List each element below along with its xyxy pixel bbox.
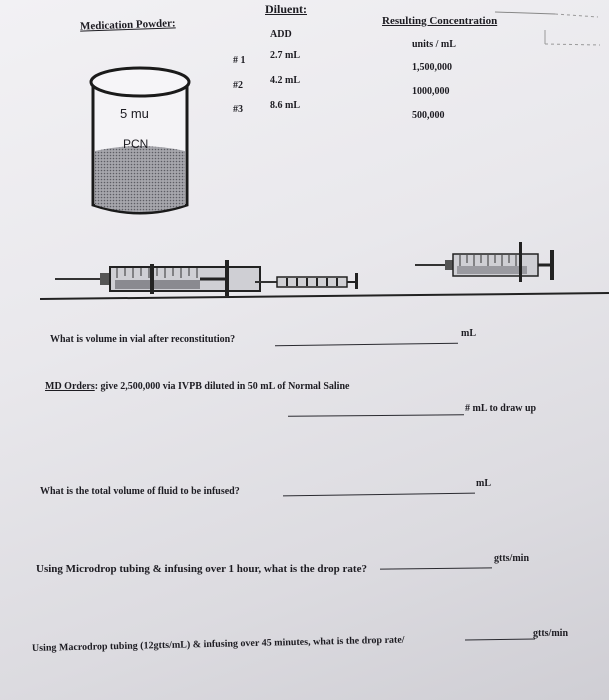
answer-line-macrodrop[interactable]: [465, 639, 535, 641]
syringe-medium-icon: [415, 240, 565, 285]
unit-gtts-min-2: gtts/min: [533, 628, 568, 639]
unit-ml-3: mL: [476, 478, 491, 489]
dilution-number-2: #2: [233, 80, 243, 91]
concentration-2: 1000,000: [412, 86, 450, 97]
question-macrodrop-rate: Using Macrodrop tubing (12gtts/mL) & infusing over 45 minutes, what is the drop rate/: [31, 634, 405, 654]
syringe-small-icon: [255, 270, 365, 290]
concentration-3: 500,000: [412, 110, 445, 121]
question-microdrop-rate: Using Microdrop tubing & infusing over 1 hour, what is the drop rate?: [36, 563, 367, 575]
answer-line-total-volume[interactable]: [283, 493, 475, 497]
vial-drug-label: PCN: [123, 137, 149, 151]
units-per-ml-label: units / mL: [412, 39, 456, 50]
dilution-number-1: # 1: [233, 55, 246, 66]
medication-powder-label: Medication Powder:: [79, 17, 176, 33]
answer-line-volume[interactable]: [275, 343, 458, 347]
diluent-label: Diluent:: [265, 2, 307, 16]
concentration-1: 1,500,000: [412, 62, 452, 73]
dilution-amount-1: 2.7 mL: [270, 50, 300, 61]
unit-ml-to-draw-up: # mL to draw up: [465, 403, 537, 414]
answer-line-ml-to-draw[interactable]: [288, 414, 464, 417]
question-total-volume: What is the total volume of fluid to be infused?: [40, 486, 240, 497]
unit-ml-1: mL: [461, 328, 476, 339]
dilution-number-3: #3: [233, 104, 243, 115]
corner-marks: [0, 0, 609, 60]
question-volume-after-reconstitution: What is volume in vial after reconstitution?: [50, 334, 236, 345]
md-orders-line: [45, 381, 349, 392]
add-label: ADD: [270, 29, 292, 40]
unit-gtts-min-1: gtts/min: [494, 553, 529, 564]
vial-amount-label: 5 mu: [120, 106, 149, 121]
resulting-concentration-label: Resulting Concentration: [382, 15, 498, 27]
answer-line-microdrop[interactable]: [380, 567, 492, 569]
dilution-amount-2: 4.2 mL: [270, 75, 300, 86]
md-orders-text: : give 2,500,000 via IVPB diluted in 50 mL of Normal Saline: [94, 381, 350, 392]
syringe-large-icon: [55, 258, 245, 298]
md-orders-label: MD Orders: [45, 381, 95, 392]
dilution-amount-3: 8.6 mL: [270, 100, 300, 111]
